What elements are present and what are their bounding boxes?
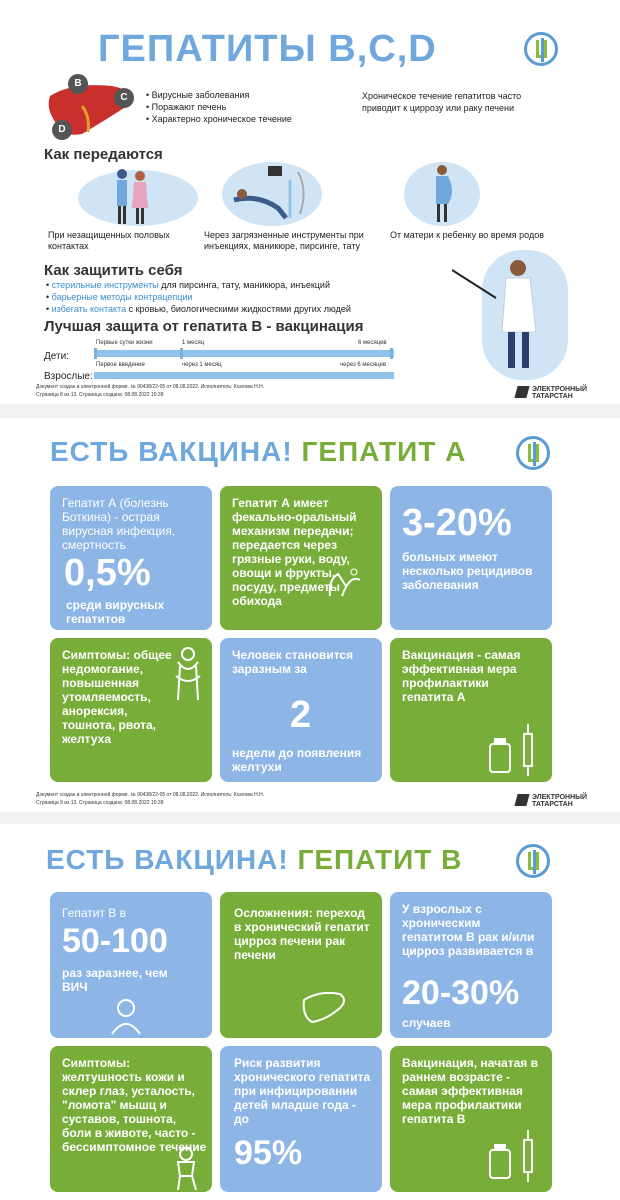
- logo-icon: [524, 32, 558, 66]
- card-big-number: 2: [290, 694, 312, 736]
- brand-line: ЭЛЕКТРОННЫЙ: [532, 386, 588, 393]
- card-subtext: случаев: [402, 1016, 451, 1030]
- liver-outline-icon: [300, 988, 348, 1026]
- card-text: У взрослых с хроническим гепатитом В рак и/или цирроз развивается в: [402, 902, 535, 958]
- footer-line: Документ создан в электронной форме. № 90438/22-05 от 08.08.2022. Исполнитель: Козлова Н.Н.: [36, 792, 265, 798]
- protect-heading: Как защитить себя: [44, 262, 183, 279]
- card-subtext: раз заразнее, чем ВИЧ: [62, 966, 168, 994]
- logo-icon: [516, 436, 550, 470]
- slide-hepatitis-a: [22, 418, 598, 812]
- card-text: Осложнения: переход в хронический гепатит цирроз печени рак печени: [234, 906, 370, 962]
- card-subtext: больных имеют несколько рецидивов заболевания: [402, 550, 533, 592]
- card-subtext: среди вирусных гепатитов: [66, 598, 165, 626]
- card-text: Гепатит А имеет фекально-оральный механизм передачи; передается через грязные руки, воду, овощи и фрукты, посуду, предметы обихода: [232, 496, 357, 608]
- card-big-number: 3-20%: [402, 502, 512, 544]
- card-text: Симптомы: общее недомогание, повышенная утомляемость, анорексия, тошнота, рвота, желтуха: [62, 648, 172, 746]
- brand-line: ТАТАРСТАН: [532, 393, 573, 400]
- protect-item: • барьерные методы контрацепции: [46, 292, 193, 302]
- side-note: Хроническое течение гепатитов часто приводит к циррозу или раку печени: [362, 91, 522, 113]
- footer-line: Страница 8 из 13. Страница создана: 08.08.2022 10:38: [36, 392, 164, 398]
- slide-title: ГЕПАТИТЫ B,C,D: [98, 28, 437, 70]
- info-card: [50, 638, 212, 782]
- info-card: [390, 892, 552, 1038]
- slide-hepatitis-b: [22, 824, 598, 1200]
- brand-logo-icon: [514, 386, 529, 398]
- info-card: [50, 1046, 212, 1192]
- pain-icon: [170, 1146, 204, 1190]
- virus-c-icon: C: [114, 88, 134, 108]
- transmission-item: Через загрязненные инструменты при инъекциях, маникюре, пирсинге, тату: [204, 230, 364, 251]
- timeline-label: через 6 месяцев: [340, 362, 387, 368]
- children-timeline: [94, 350, 394, 357]
- card-big-number: 95%: [234, 1134, 303, 1172]
- timeline-label: Первые сутки жизни: [96, 340, 153, 346]
- info-card: [50, 892, 212, 1038]
- card-text: Риск развития хронического гепатита при инфицировании детей младше года - до: [234, 1056, 371, 1126]
- bullet-item: • Поражают печень: [146, 102, 227, 112]
- virus-b-icon: B: [68, 74, 88, 94]
- children-label: Дети:: [44, 351, 69, 362]
- adults-timeline: [94, 372, 394, 379]
- hand-wash-icon: [324, 566, 364, 600]
- card-big-number: 0,5%: [64, 552, 151, 594]
- card-text: Вакцинация - самая эффективная мера профилактики гепатита А: [402, 648, 521, 704]
- timeline-label: 6 месяцев: [358, 340, 387, 346]
- couple-icon: [108, 164, 158, 228]
- slide-title: ЕСТЬ ВАКЦИНА! ГЕПАТИТ А: [50, 436, 467, 467]
- card-text: Симптомы: желтушность кожи и склер глаз, усталость, "ломота" мышц и суставов, тошнота, боли в животе, часто - бессимптомное течение: [62, 1056, 207, 1154]
- timeline-tick: [390, 348, 393, 359]
- info-card: [220, 486, 382, 630]
- card-text: Гепатит В в: [62, 906, 127, 920]
- vaccine-icon: [486, 722, 546, 778]
- transmission-item: От матери к ребенку во время родов: [390, 230, 544, 240]
- transmission-heading: Как передаются: [44, 146, 163, 163]
- timeline-tick: [94, 348, 97, 359]
- brand-line: ЭЛЕКТРОННЫЙ: [532, 794, 588, 801]
- transmission-item: При незащищенных половых контактах: [48, 230, 170, 251]
- vaccine-heading: Лучшая защита от гепатита В - вакцинация: [44, 318, 364, 335]
- brand-line: ТАТАРСТАН: [532, 801, 573, 808]
- info-card: [390, 1046, 552, 1192]
- doctor-avatar-icon: [108, 996, 144, 1036]
- dentist-chair-icon: [228, 160, 318, 226]
- info-card: [390, 486, 552, 630]
- vaccine-icon: [486, 1128, 546, 1184]
- card-big-number: 50-100: [62, 922, 168, 960]
- slide-title: ЕСТЬ ВАКЦИНА! ГЕПАТИТ В: [46, 844, 463, 875]
- info-card: [220, 638, 382, 782]
- card-text: Человек становится заразным за: [232, 648, 354, 676]
- card-big-number: 20-30%: [402, 974, 520, 1012]
- doctor-icon: [452, 254, 562, 380]
- timeline-label: Первое введение: [96, 362, 145, 368]
- bullet-item: • Характерно хроническое течение: [146, 114, 292, 124]
- protect-item: • избегать контакта с кровью, биологическими жидкостями других людей: [46, 304, 351, 314]
- adults-label: Взрослые:: [44, 371, 93, 382]
- info-card: [220, 892, 382, 1038]
- brand-logo-icon: [514, 794, 529, 806]
- timeline-tick: [180, 348, 183, 359]
- info-card: [390, 638, 552, 782]
- card-text: Вакцинация, начатая в раннем возрасте - самая эффективная мера профилактики гепатита В: [402, 1056, 538, 1126]
- pregnant-woman-icon: [422, 160, 462, 226]
- footer-line: Документ создан в электронной форме. № 90438/22-05 от 08.08.2022. Исполнитель: Козлова Н.Н.: [36, 384, 265, 390]
- card-text: Гепатит А (болезнь Боткина) - острая вирусная инфекция, смертность: [62, 496, 176, 552]
- card-subtext: недели до появления желтухи: [232, 746, 362, 774]
- sick-person-icon: [168, 646, 208, 706]
- page-separator: [0, 812, 620, 824]
- logo-icon: [516, 844, 550, 878]
- timeline-label: через 1 месяц: [182, 362, 222, 368]
- page-separator: [0, 404, 620, 418]
- virus-d-icon: D: [52, 120, 72, 140]
- slide-hepatitis-bcd: [22, 10, 598, 404]
- timeline-label: 1 месяц: [182, 340, 205, 346]
- protect-item: • стерильные инструменты для пирсинга, тату, маникюра, инъекций: [46, 280, 330, 290]
- footer-line: Страница 9 из 13. Страница создана: 08.08.2022 10:38: [36, 800, 164, 806]
- info-card: [50, 486, 212, 630]
- bullet-item: • Вирусные заболевания: [146, 90, 250, 100]
- info-card: [220, 1046, 382, 1192]
